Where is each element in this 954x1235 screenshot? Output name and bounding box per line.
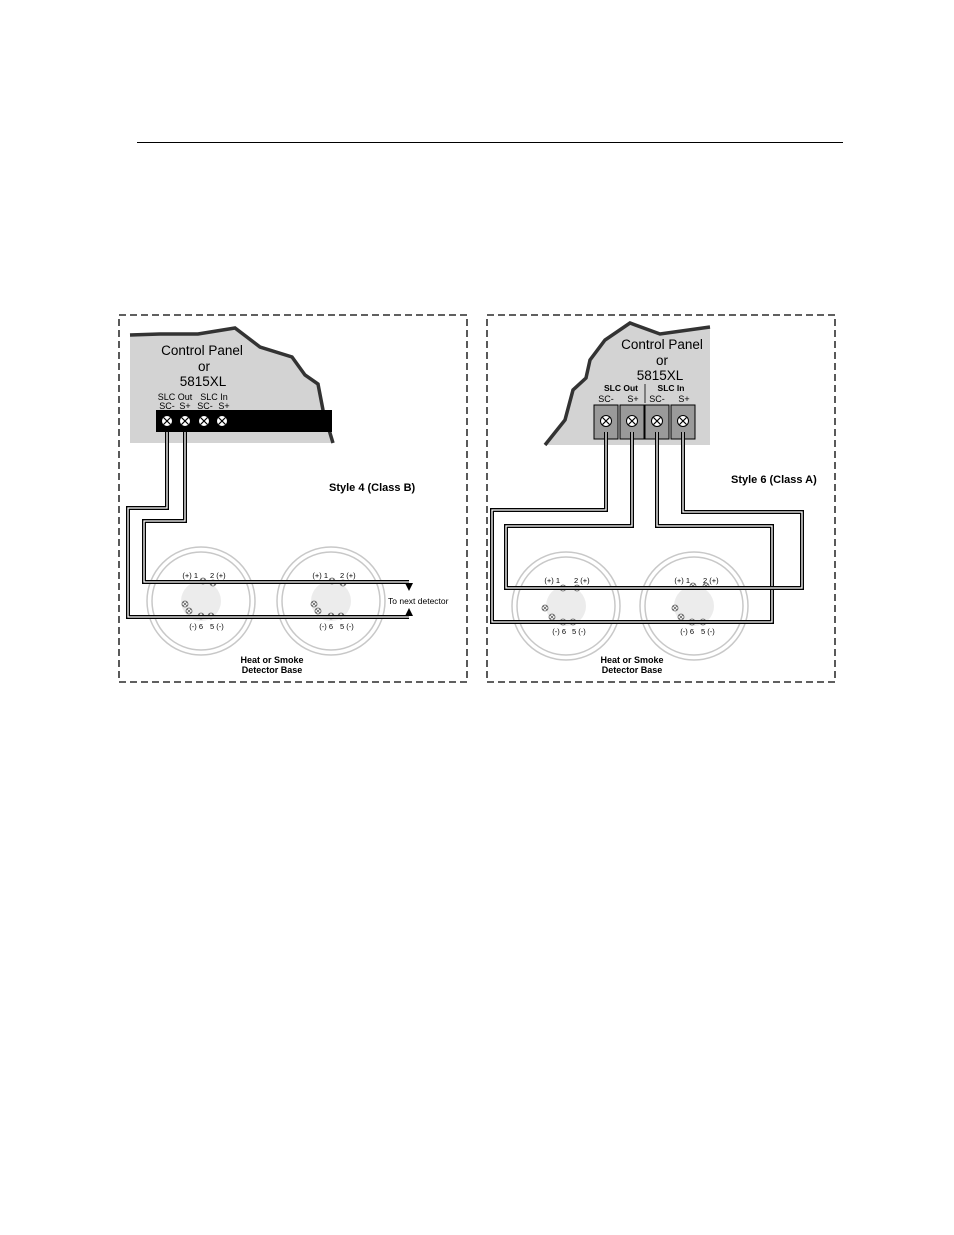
left-detector-base-2 bbox=[277, 547, 385, 655]
pin-label: (+) 1 bbox=[312, 571, 328, 580]
pin-label: 2 (+) bbox=[703, 576, 719, 585]
pin-label: (+) 1 bbox=[674, 576, 690, 585]
pin-label: (-) 6 bbox=[189, 622, 203, 631]
pin-label: 2 (+) bbox=[210, 571, 226, 580]
left-wiring bbox=[128, 432, 409, 617]
style6-label: Style 6 (Class A) bbox=[731, 474, 817, 486]
left-base-caption-2: Detector Base bbox=[241, 665, 303, 675]
pin-label: 5 (-) bbox=[210, 622, 224, 631]
left-base-caption-1: Heat or Smoke bbox=[240, 655, 304, 665]
left-terminal-screw bbox=[162, 416, 173, 427]
pin-label: 5 (-) bbox=[701, 627, 715, 636]
pin-label: 5 (-) bbox=[340, 622, 354, 631]
pin-label: 2 (+) bbox=[574, 576, 590, 585]
pin-label: (+) 1 bbox=[182, 571, 198, 580]
right-panel-title-2: or bbox=[655, 353, 669, 368]
right-slc-in-label: SLC In bbox=[657, 383, 685, 393]
left-terminal-screw bbox=[180, 416, 191, 427]
right-detector-base-2 bbox=[640, 552, 748, 660]
pin-label: 5 (-) bbox=[572, 627, 586, 636]
pin-label: (-) 6 bbox=[319, 622, 333, 631]
right-slc-out-label: SLC Out bbox=[604, 383, 638, 393]
left-slc-in-label: SLC In bbox=[200, 392, 228, 402]
pin-label: (-) 6 bbox=[552, 627, 566, 636]
left-terminal-screw bbox=[217, 416, 228, 427]
pin-label: 2 (+) bbox=[340, 571, 356, 580]
right-terminal-label: SC- bbox=[598, 394, 614, 404]
left-terminal-label: SC- bbox=[197, 401, 213, 411]
style4-label: Style 4 (Class B) bbox=[329, 482, 416, 494]
right-panel-title-3: 5815XL bbox=[636, 368, 684, 383]
left-panel-title-3: 5815XL bbox=[179, 374, 227, 389]
pin-label: (-) 6 bbox=[680, 627, 694, 636]
left-panel-title-2: or bbox=[197, 359, 211, 374]
style6-diagram bbox=[487, 315, 835, 682]
arrow-down-icon bbox=[405, 583, 413, 591]
left-terminal-label: S+ bbox=[218, 401, 230, 411]
next-detector-label: To next detector bbox=[388, 596, 449, 606]
right-terminal-label: SC- bbox=[649, 394, 665, 404]
left-terminal-screw bbox=[199, 416, 210, 427]
right-base-caption-2: Detector Base bbox=[601, 665, 663, 675]
left-terminal-label: SC- bbox=[159, 401, 175, 411]
right-panel-title-1: Control Panel bbox=[621, 337, 703, 352]
right-terminal-blocks bbox=[594, 405, 695, 439]
pin-label: (+) 1 bbox=[544, 576, 560, 585]
right-base-caption-1: Heat or Smoke bbox=[600, 655, 664, 665]
right-detector-base-1 bbox=[512, 552, 620, 660]
arrow-up-icon bbox=[405, 608, 413, 616]
left-detector-base-1 bbox=[147, 547, 255, 655]
left-terminal-label: S+ bbox=[179, 401, 191, 411]
style4-diagram bbox=[119, 315, 467, 682]
right-terminal-label: S+ bbox=[627, 394, 639, 404]
right-terminal-label: S+ bbox=[678, 394, 690, 404]
left-slc-out-label: SLC Out bbox=[157, 392, 193, 402]
left-panel-title-1: Control Panel bbox=[161, 343, 243, 358]
